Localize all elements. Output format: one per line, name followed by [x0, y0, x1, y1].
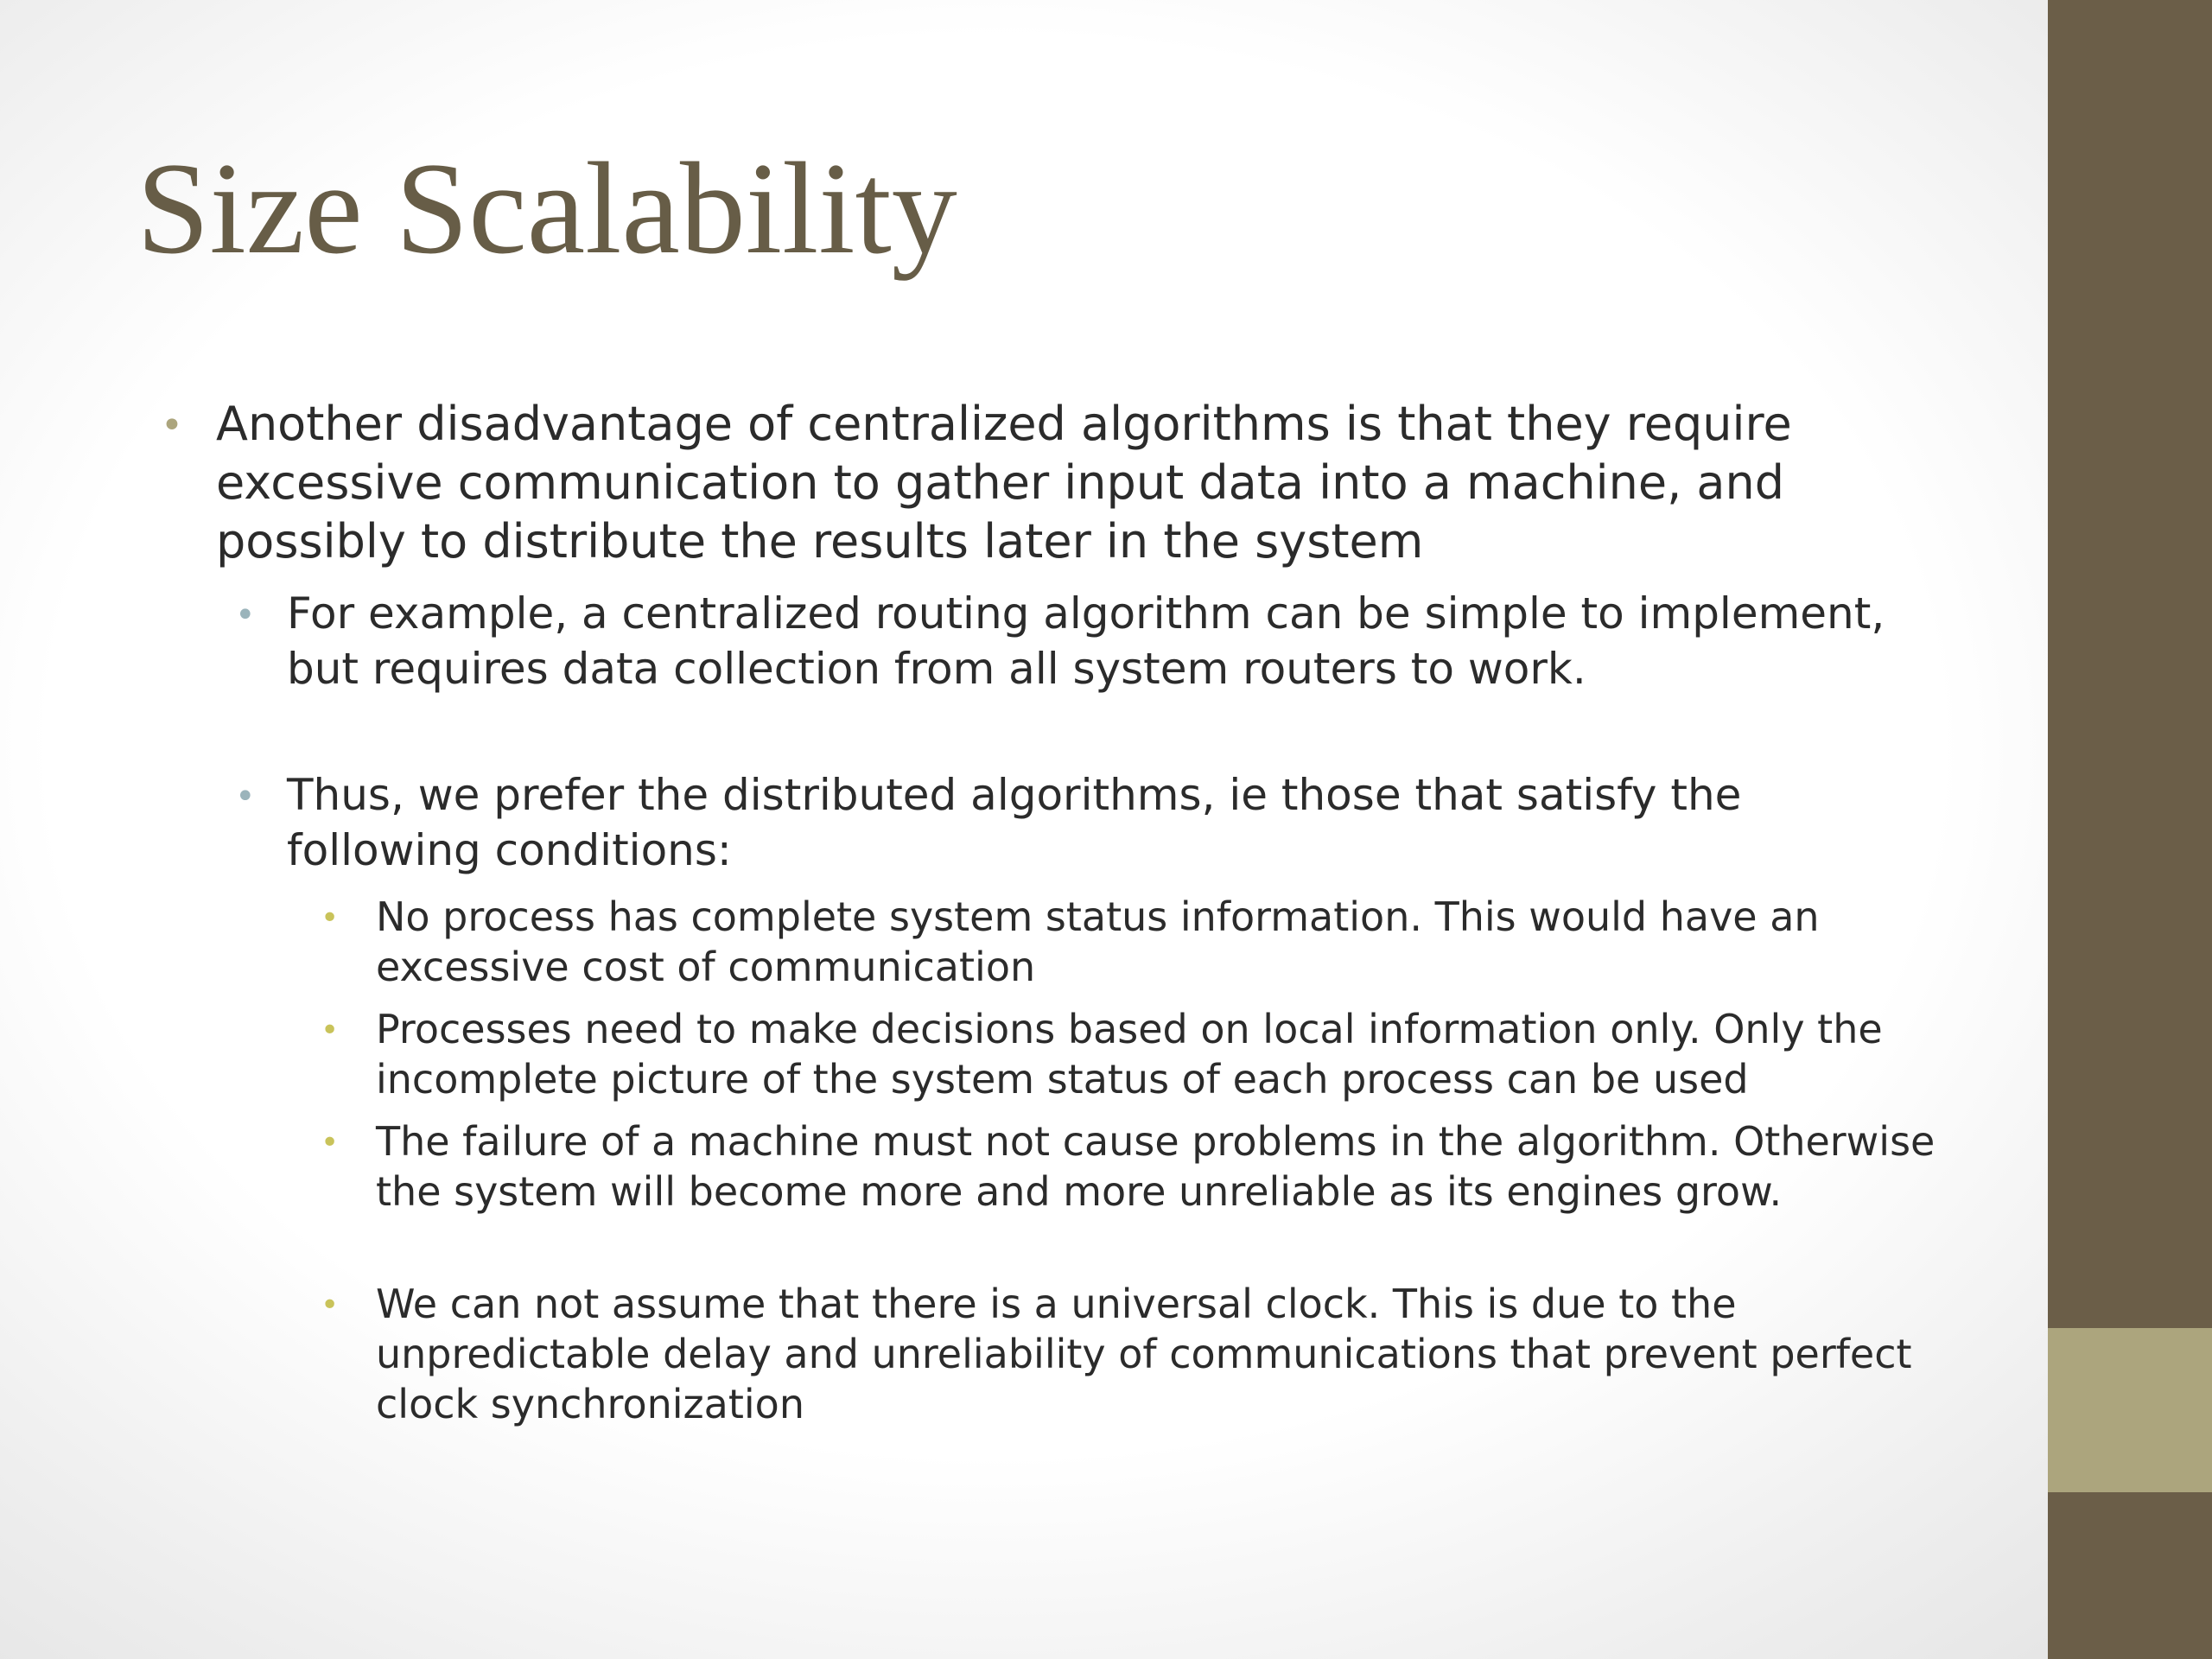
- bullet-text: No process has complete system status information. This would have an excessive cost of communication: [376, 893, 1820, 990]
- bullet-level-3: [321, 1279, 1948, 1429]
- bullet-text: Processes need to make decisions based on local information only. Only the incomplete picture of the system status of each process can be used: [376, 1006, 1883, 1103]
- bullet-dot-icon: •: [321, 1013, 340, 1048]
- bullet-text: The failure of a machine must not cause problems in the algorithm. Otherwise the system will become more and more unreliable as its engines grow.: [376, 1118, 1936, 1215]
- bullet-dot-icon: •: [235, 595, 256, 635]
- bullet-dot-icon: •: [321, 900, 340, 936]
- bullet-level-3: [321, 892, 1948, 992]
- slide-title: Size Scalability: [137, 136, 957, 281]
- bullet-level-2: [235, 767, 1929, 878]
- bullet-level-1: [161, 395, 1944, 571]
- bullet-level-2: [235, 586, 1929, 696]
- bullet-text: For example, a centralized routing algorithm can be simple to implement, but requires data collection from all system routers to work.: [287, 588, 1885, 694]
- bullet-dot-icon: •: [161, 404, 183, 448]
- bullet-text: We can not assume that there is a universal clock. This is due to the unpredictable delay and unreliability of communications that prevent perfect clock synchronization: [376, 1281, 1912, 1427]
- sidebar-accent-block: [2048, 1328, 2212, 1492]
- bullet-level-3: [321, 1004, 1948, 1104]
- bullet-text: Thus, we prefer the distributed algorithms, ie those that satisfy the following conditions:: [287, 770, 1742, 875]
- bullet-dot-icon: •: [321, 1125, 340, 1160]
- bullet-dot-icon: •: [235, 777, 256, 817]
- bullet-dot-icon: •: [321, 1287, 340, 1323]
- bullet-level-3: [321, 1116, 1948, 1217]
- bullet-text: Another disadvantage of centralized algorithms is that they require excessive communication to gather input data into a machine, and possibly to distribute the results later in the system: [216, 397, 1792, 569]
